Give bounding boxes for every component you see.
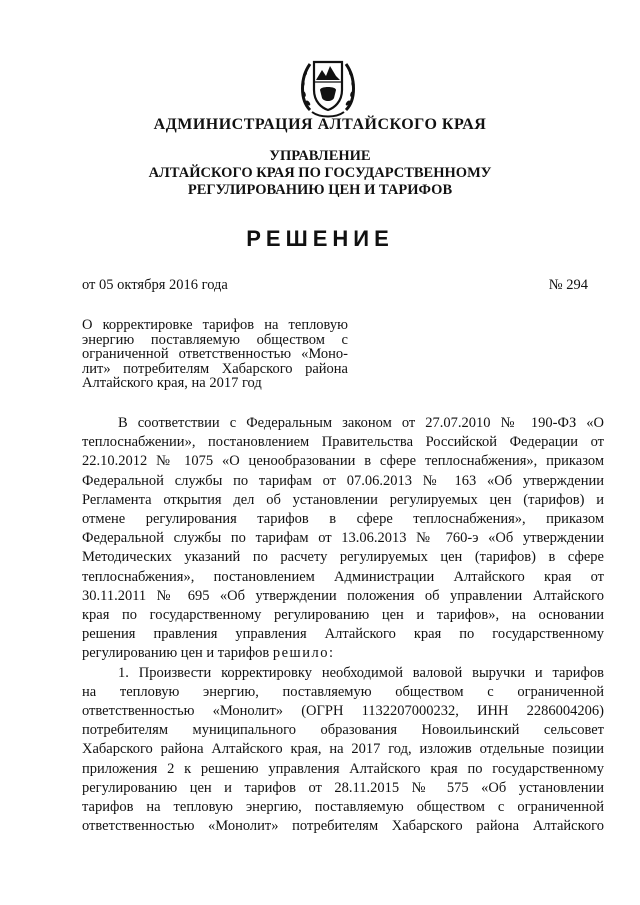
document-date: от 05 октября 2016 года xyxy=(82,277,228,293)
document-subject xyxy=(82,318,348,391)
body-line: Федеральной службы по тарифам от 07.06.2013 № 163 «Об утверждении xyxy=(82,472,604,489)
department-title-line: АЛТАЙСКОГО КРАЯ ПО ГОСУДАРСТВЕННОМУ xyxy=(148,165,492,181)
body-line xyxy=(82,644,604,663)
subject-line: Алтайского края, на 2017 год xyxy=(82,375,262,391)
body-line: Хабарского района Алтайского края, на 2017 год, изложив отдельные позиции xyxy=(82,741,604,758)
body-line: регулированию цен и тарифов от 28.11.2015 № 575 «Об установлении xyxy=(82,779,604,796)
document-number: № 294 xyxy=(548,277,588,293)
body-line: теплоснабжении», постановлением Правительства Российской Федерации от xyxy=(82,434,604,451)
body-line: потребителям муниципального образования Новоильинский сельсовет xyxy=(82,722,604,739)
body-line: Федеральной службы по тарифам от 13.06.2013 № 760-э «Об утверждении xyxy=(82,530,604,547)
body-line: ответственностью «Монолит» потребителям Хабарского района Алтайского xyxy=(82,818,604,835)
body-line: отмене регулирования тарифов в сфере теплоснабжения», приказом xyxy=(82,511,604,528)
document-body xyxy=(82,414,604,836)
body-line: ответственностью «Монолит» (ОГРН 1132207000232, ИНН 2286004206) xyxy=(82,703,604,720)
body-line: на тепловую энергию, поставляемую обществом с ограниченной xyxy=(82,683,604,700)
body-line: решения правления управления Алтайского края по государственному xyxy=(82,626,604,643)
body-line: Регламента открытия дел об установлении регулируемых цен (тарифов) и xyxy=(82,491,604,508)
body-line: В соответствии с Федеральным законом от 27.07.2010 № 190-ФЗ «О xyxy=(118,415,604,431)
body-line: 1. Произвести корректировку необходимой валовой выручки и тарифов xyxy=(118,664,604,681)
document-type-title: РЕШЕНИЕ xyxy=(246,226,394,251)
subject-line: энергию поставляемую обществом с xyxy=(82,331,348,348)
body-line-text: регулированию цен и тарифов xyxy=(82,645,270,662)
department-title-line: УПРАВЛЕНИЕ xyxy=(269,148,371,164)
body-line: края по государственному регулированию цен и тарифов», на основании xyxy=(82,607,604,624)
department-title-line: РЕГУЛИРОВАНИЮ ЦЕН И ТАРИФОВ xyxy=(187,182,453,198)
department-title xyxy=(0,148,640,199)
body-line: Методических указаний по расчету регулируемых цен (тарифов) в сфере xyxy=(82,549,604,566)
body-line: тарифов на тепловую энергию, поставляемую обществом с ограниченной xyxy=(82,799,604,816)
body-line: 22.10.2012 № 1075 «О ценообразовании в сфере теплоснабжения», приказом xyxy=(82,453,604,470)
administration-title: АДМИНИСТРАЦИЯ АЛТАЙСКОГО КРАЯ xyxy=(153,116,487,133)
subject-line: лит» потребителям Хабарского района xyxy=(82,360,348,377)
subject-line: ограниченной ответственностью «Моно- xyxy=(82,346,348,362)
body-line: приложения 2 к решению управления Алтайского края по государственному xyxy=(82,760,604,777)
body-line: 30.11.2011 № 695 «Об утверждении положения об управлении Алтайского xyxy=(82,587,604,604)
coat-of-arms-emblem xyxy=(296,52,360,120)
body-line: теплоснабжения», постановлением Администрации Алтайского края от xyxy=(82,568,604,585)
decided-word: решило: xyxy=(272,645,335,662)
subject-line: О корректировке тарифов на тепловую xyxy=(82,317,348,333)
